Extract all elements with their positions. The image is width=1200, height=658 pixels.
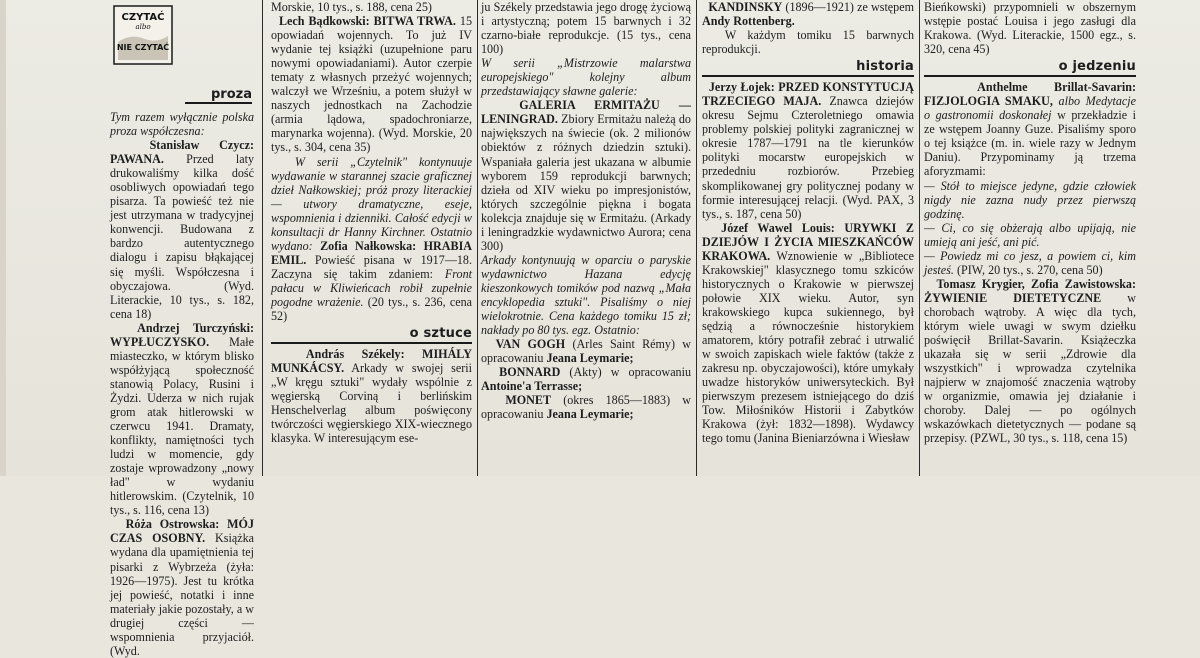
entry-text: 15 opowiadań wojennych. To już IV wydanie tej książki (uzupełnione paru nowymi opowiadaniami). Autor czerpie tematy z własnych przeżyć wojennych; walczył we Wrześniu, a potem służył w naszych jednostkach na Zachodzie (armia lądowa, spadochroniarze, marynarka wojenna). (Wyd. Morskie, 20 tys., s. 304, cena 35) <box>271 14 472 155</box>
entry-note <box>702 28 914 56</box>
entry-text: Znawca dziejów okresu Sejmu Czteroletniego omawia problemy polskiej polityki zagranicznej w okresie 1787—1791 na tle kierunków polityki mocarstw europejskich w przededniu rozbiorów. Przebieg skomplikowanej gry politycznej podany w formie interesującej relacji. (Wyd. PAX, 3 tys., s. 187, cena 50) <box>702 94 915 221</box>
entry-title: BITWA TRWA. <box>373 14 456 29</box>
entry-title: MONET <box>505 393 552 408</box>
column-2 <box>271 0 472 476</box>
entry-text: (1896—1921) ze wstępem <box>785 0 914 14</box>
entry-title: PAWANA. <box>110 152 164 167</box>
entry-text: Małe miasteczko, w którym blisko współżyjącą społeczność stanowią Polacy, Rusini i Żydzi. Uderza w nich rujak grom atak hitlerowski w czerwcu 1941. Dramaty, konflikty, namiętności tych ludzi w momencie, gdy zostaje wprowadzony „nowy ład" w wydaniu hitlerowskim. (Czytelnik, 10 tys., s. 116, cena 13) <box>110 334 254 518</box>
entry-editor: Andy Rottenberg. <box>702 14 795 29</box>
entry-title: BONNARD <box>499 365 561 380</box>
entry-title: KANDINSKY <box>708 0 783 14</box>
section-heading-proza: proza <box>185 88 252 104</box>
entry-author: Anthelme Brillat-Savarin: <box>977 80 1137 95</box>
entry-title: WYPŁUCZYSKO. <box>110 334 210 349</box>
entry-title: URYWKI Z DZIEJÓW I ŻYCIA MIESZKAŃCÓW KRAKOWA. <box>702 220 914 263</box>
column-5 <box>924 0 1136 476</box>
entry-lojek <box>702 80 914 220</box>
entry-brillat-savarin <box>924 80 1136 178</box>
entry-author: Róża Ostrowska: <box>125 517 220 532</box>
entry-text: Książka wydana dla upamiętnienia tej pisarki z Wybrzeża (żyła: 1926—1975). Jest tu krótka jej powieść, notatki i inne materiały jakie pozostały, a w drugiej części — wspomnienia przyjaciół. (Wyd. <box>110 531 254 658</box>
entry-author: Józef Wawel Louis: <box>721 220 835 235</box>
entry-ostrowska <box>110 517 254 657</box>
entry-end: (PZWL, 30 tys., s. 118, cena 15) <box>970 431 1128 446</box>
entry-continuation: ju Székely przedstawia jego drogę życiową i artystyczną; potem 15 barwnych i 32 czarno-białe reprodukcje. (15 tys., cena 100) <box>481 0 691 57</box>
entry-author: Andrzej Turczyński: <box>137 320 255 335</box>
entry-badkowski <box>271 14 472 154</box>
entry-editor: Antoine'a Terrasse; <box>481 379 583 394</box>
section-heading-o-sztuce: o sztuce <box>271 326 472 344</box>
entry-text: Powieść pisana w 1917—18. Zaczyna się takim zdaniem: <box>271 252 472 281</box>
entry-author: Zofia Nałkowska: <box>320 238 417 253</box>
entry-czycz <box>110 138 254 321</box>
entry-editor: Jeana Leymarie; <box>546 351 634 366</box>
entry-louis <box>702 221 914 446</box>
column-rule <box>919 0 920 476</box>
intro-text: Tym razem wyłącznie polska proza współczesna: <box>110 110 254 139</box>
column-rule <box>262 0 263 476</box>
entry-bonnard <box>481 365 691 393</box>
series-intro: Arkady kontynuują w oparciu o paryskie wydawnictwo Hazana edycję kieszonkowych tomików pod nazwą „Mała encyklopedia sztuki". Pisaliśmy o niej wielokrotnie. Cena każdego tomiku 15 zł; nakłady po 80 tys. egz. Ostatnio: <box>481 252 691 338</box>
entry-text: (okres 1865—1883) w opracowaniu <box>481 393 692 422</box>
entry-text: Wznowienie w „Bibliotece Krakowskiej" klasycznego tomu szkiców historycznych o Krakowie w pierwszej połowie XIX wieku. Autor, syn krakowskiego kupca sukiennego, był sędzią a równocześnie historykiem amatorem, który potrafił zebrać i utrwalić w swoich zapiskach wiele faktów (także z zakresu np. obyczajowości), które umykały uwadze historyków uniwersyteckich. Był pierwszym prezesem istniejącego do dziś Tow. Miłośników Historii i Zabytków Krakowa (żył: 1832—1898). Wydawcy tego tomu (Janina Bieniarzówna i Wiesław <box>702 248 915 446</box>
entry-ermitaz <box>481 98 691 253</box>
entry-intro: W serii „Czytelnik" kontynuuje wydawanie w starannej szacie graficznej dzieł Nałkowskiej; próż prozy literackiej — utwory dramatyczne, eseje, wspomnienia i dzienniki. Całość edycji w konsultacji dr Hanny Kirchner. Ostatnio wydano: <box>271 154 473 253</box>
column-4 <box>702 0 914 476</box>
entry-title: VAN GOGH <box>495 337 566 352</box>
entry-quote: Front pałacu w Kliwieńcach robił zupełnie pogodne wrażenie. <box>271 266 472 309</box>
logo-text-mid: albo <box>135 23 151 31</box>
entry-title: PRZED KONSTYTUCJĄ TRZECIEGO MAJA. <box>702 80 914 109</box>
entry-text: w chorobach wątroby. A więc dla tych, którym wiele uwagi w swym dziełku poświęcił Brillat-Savarin. Książeczka ukazała się w serii „Zdrowie dla wszystkich" i wprowadza czytelnika najpierw w znajomość znaczenia wątroby w organizmie, omawia jej działanie i choroby. Dalej — po ogólnych wskazówkach dietetycznych — podane są przepisy. <box>924 290 1136 446</box>
entry-end: (PIW, 20 tys., s. 270, cena 50) <box>956 262 1103 277</box>
entry-text: Zbiory Ermitażu należą do największych na świecie (ok. 2 milionów obiektów z różnych dziedzin sztuki). Wspaniała galeria jest ukazana w albumie wyborem 159 reprodukcji barwnych; dzieła od XIV wieku po impresjonistów, których szczególnie piękna i bogata kolekcja znajduje się w Ermitażu. (Arkady i leningradzkie wydawnictwo Aurora; cena 300) <box>481 112 691 253</box>
entry-text: W każdym tomiku 15 barwnych reprodukcji. <box>702 28 914 57</box>
entry-turczynski <box>110 321 254 518</box>
entry-text: Przed laty drukowaliśmy kilka dość osobliwych opowiadań tego pisarza. Ta powieść też nie jest utrzymana w tradycyjnej konwencji. Budowana z bardzo autentycznego dialogu i zapisu błąkającej się myśli. Współczesna i obyczajowa. (Wyd. Literackie, 10 tys., s. 182, cena 18) <box>110 152 254 321</box>
entry-author: Tomasz Krygier, Zofia Zawistowska: <box>936 276 1137 291</box>
entry-text: Arkady w swojej serii „W kręgu sztuki" wydały wspólnie z węgierską Corviną i berlińskim Henschelverlag album poświęcony twórczości węgierskiego XIX-wiecznego klasyka. W interesującym ese- <box>271 361 472 446</box>
entry-title: HRABIA EMIL. <box>271 238 473 267</box>
page-edge <box>0 0 6 476</box>
aphorism: — Stół to miejsce jedyne, gdzie człowiek nigdy nie zazna nudy przez pierwszą godzinę. <box>924 178 1136 221</box>
entry-editor: Jeana Leymarie; <box>546 407 634 422</box>
section-heading-historia: historia <box>702 59 914 77</box>
entry-author: Jerzy Łojek: <box>708 80 775 95</box>
entry-author: András Székely: <box>305 347 405 362</box>
entry-title: MÓJ CZAS OSOBNY. <box>110 517 254 546</box>
entry-title: GALERIA ERMITAŻU — LENINGRAD. <box>481 98 691 127</box>
entry-van-gogh <box>481 337 691 365</box>
entry-continuation: Morskie, 10 tys., s. 188, cena 25) <box>271 0 432 14</box>
czytac-albo-nie-czytac-logo <box>112 4 174 66</box>
column-3 <box>481 0 691 476</box>
entry-author: Stanisław Czycz: <box>149 138 255 153</box>
entry-subtitle: albo Medytacje o gastronomii doskonałej <box>924 94 1136 123</box>
entry-title: MIHÁLY MUNKÁCSY. <box>271 347 472 376</box>
logo-text-top: CZYTAĆ <box>121 12 165 23</box>
column-1 <box>110 110 255 658</box>
entry-nalkowska <box>271 155 472 324</box>
entry-title: FIZJOLOGIA SMAKU, <box>924 94 1053 109</box>
aphorism: — Ci, co się obżerają albo upijają, nie umieją ani jeść, ani pić. <box>924 220 1136 249</box>
entry-continuation: Bieńkowski) przypomnieli w obszernym wstępie postać Louisa i jego zasługi dla Krakowa. (Wyd. Literackie, 1500 egz., s. 320, cena 45) <box>924 0 1136 57</box>
entry-title: ŻYWIENIE DIETETYCZNE <box>924 290 1102 305</box>
entry-text: w przekładzie i ze wstępem Joanny Guze. Pisaliśmy sporo o tej książce (m. in. wiele razy w Jednym Daniu). Przypominamy ją trzema aforyzmami: <box>924 108 1136 179</box>
section-heading-o-jedzeniu: o jedzeniu <box>924 59 1136 77</box>
aphorism: — Powiedz mi co jesz, a powiem ci, kim jesteś. <box>924 248 1136 277</box>
entry-text: (Akty) w opracowaniu <box>569 365 692 380</box>
column-rule <box>477 0 478 476</box>
entry-monet <box>481 393 691 421</box>
logo-text-bottom: NIE CZYTAĆ <box>116 43 170 52</box>
entry-text: (Arles Saint Rémy) w opracowaniu <box>481 337 692 366</box>
entry-author: Lech Bądkowski: <box>278 14 370 29</box>
column-rule <box>696 0 697 476</box>
series-intro: W serii „Mistrzowie malarstwa europejskiego" kolejny album przedstawiający sławne galerie: <box>481 56 691 99</box>
entry-krygier <box>924 277 1136 446</box>
entry-kandinsky <box>702 0 914 28</box>
entry-end: (20 tys., s. 236, cena 52) <box>271 294 472 324</box>
entry-szekely <box>271 347 472 445</box>
aphorism-with-end <box>924 249 1136 277</box>
